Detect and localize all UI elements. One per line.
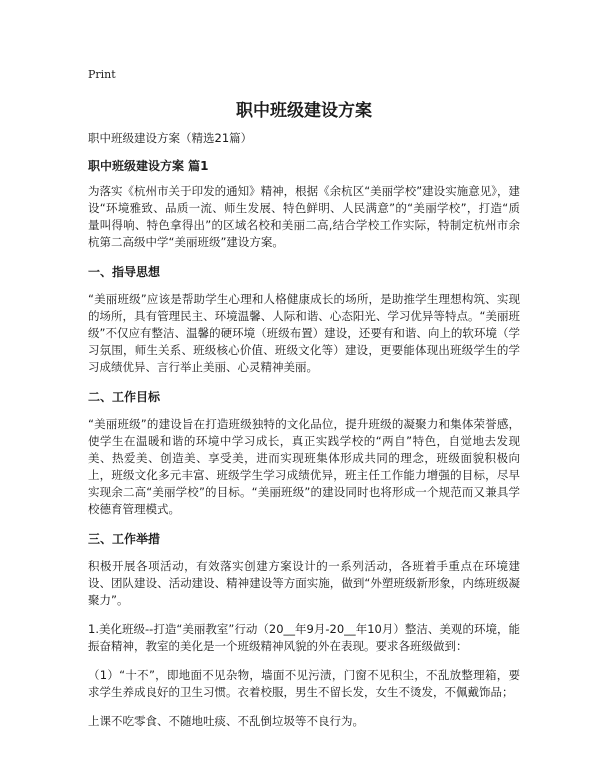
document-page (88, 68, 520, 742)
measure-item-3: 上课不吃零食、不随地吐痰、不乱倒垃圾等不良行为。 (88, 714, 364, 728)
chapter-heading: 职中班级建设方案 篇1 (88, 159, 209, 173)
section-heading-guiding-ideology: 一、指导思想 (88, 265, 161, 279)
measure-item-1: 1.美化班级--打造“美丽教室”行动（20__年9月-20__年10月）整洁、美观的环境，能振奋精神，教室的美化是一个班级精神风貌的外在表现。要求各班级做到： (88, 622, 520, 653)
print-link[interactable]: Print (88, 68, 116, 81)
section-heading-work-goals: 二、工作目标 (88, 390, 161, 404)
intro-paragraph: 为落实《杭州市关于印发的通知》精神，根据《余杭区“美丽学校”建设实施意见》，建设“环境雅致、品质一流、师生发展、特色鲜明、人民满意”的“美丽学校”，打造“质量叫得响、特色拿得出”的区域名校和美丽二高,结合学校工作实际，特制定杭州市余杭第二高级中学“美丽班级”建设方案。 (88, 184, 520, 249)
document-subtitle: 职中班级建设方案（精选21篇） (88, 131, 253, 145)
section-heading-work-measures: 三、工作举措 (88, 532, 161, 546)
work-measures-paragraph: 积极开展各项活动，有效落实创建方案设计的一系列活动，各班着手重点在环境建设、团队建设、活动建设、精神建设等方面实施，做到“外塑班级新形象，内练班级凝聚力”。 (88, 559, 520, 607)
page-title: 职中班级建设方案 (236, 101, 372, 121)
measure-item-2: （1）“十不”，即地面不见杂物，墙面不见污渍，门窗不见积尘，不乱放整理箱，要求学生养成良好的卫生习惯。衣着校服，男生不留长发，女生不烫发，不佩戴饰品； (88, 668, 520, 699)
guiding-ideology-paragraph: “美丽班级”应该是帮助学生心理和人格健康成长的场所，是助推学生理想构筑、实现的场所，具有管理民主、环境温馨、人际和谐、心态阳光、学习优异等特点。“美丽班级”不仅应有整洁、温馨的硬环境（班级布置）建设，还要有和谐、向上的软环境（学习氛围，师生关系、班级核心价值、班级文化等）建设，更要能体现出班级学生的学习成绩优异、言行举止美丽、心灵精神美丽。 (88, 292, 520, 374)
work-goals-paragraph: “美丽班级”的建设旨在打造班级独特的文化品位，提升班级的凝聚力和集体荣誉感，使学生在温暖和谐的环境中学习成长，真正实践学校的“两自”特色，自觉地去发现美、热爱美、创造美、享受美，进而实现班集体形成共同的理念，班级面貌积极向上，班级文化多元丰富、班级学生学习成绩优异，班主任工作能力增强的目标，尽早实现余二高“美丽学校”的目标。“美丽班级”的建设同时也将形成一个规范而又兼具学校德育管理模式。 (88, 417, 520, 516)
